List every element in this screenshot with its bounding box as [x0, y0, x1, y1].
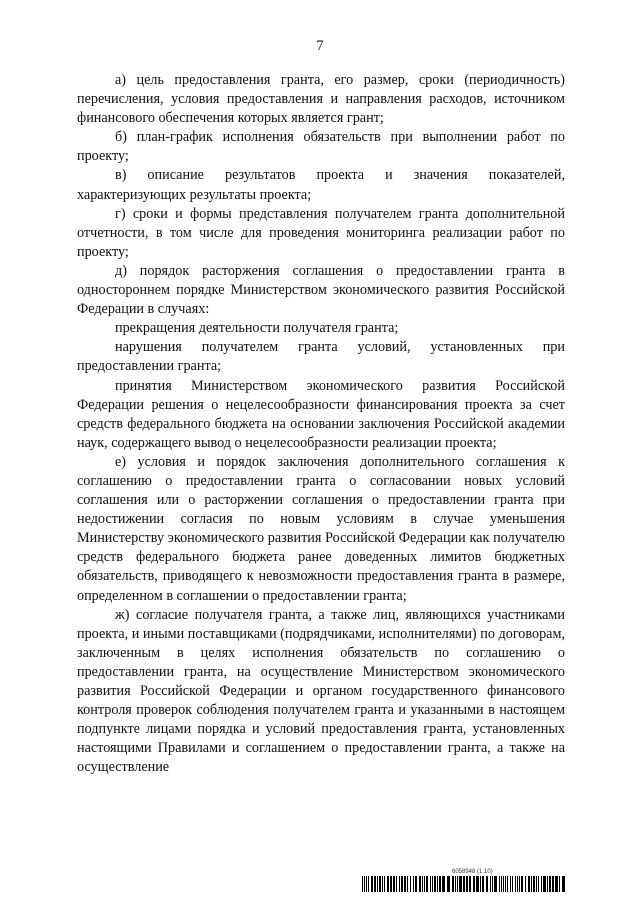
paragraph-v: в) описание результатов проекта и значения показателей, характеризующих результаты проекта;	[77, 167, 565, 203]
paragraph-zh: ж) согласие получателя гранта, а также лиц, являющихся участниками проекта, и иными поставщиками (подрядчиками, исполнителями) по договорам, заключенным в целях исполнения обязательств по соглашению о предоставлении гранта, на осуществление Министерством экономического развития Российской Федерации и органом государственного финансового контроля проверок соблюдения получателем гранта и указанными в настоящем подпункте лицами порядка и условий предоставления гранта, установленных настоящими Правилами и соглашением о предоставлении гранта, а также на осуществление	[77, 606, 565, 776]
paragraph-d-case-1: прекращения деятельности получателя гранта;	[115, 320, 399, 337]
paragraph-g: г) сроки и формы представления получателем гранта дополнительной отчетности, в том числе для проведения мониторинга реализации работ по проекту;	[77, 205, 565, 260]
paragraph-d-case-3: принятия Министерством экономического развития Российской Федерации решения о нецелесообразности финансирования проекта за счет средств федерального бюджета на основании заключения Российской академии наук, содержащего вывод о нецелесообразности реализации проекта;	[77, 377, 565, 451]
paragraph-a: а) цель предоставления гранта, его размер, сроки (периодичность) перечисления, условия предоставления и направления расходов, источником финансового обеспечения которых является грант;	[77, 72, 565, 127]
document-code: 6058948 (1.10)	[452, 869, 493, 875]
paragraph-d: д) порядок расторжения соглашения о предоставлении гранта в одностороннем порядке Министерством экономического развития Российской Федерации в случаях:	[77, 262, 565, 318]
document-body	[77, 71, 565, 777]
page-number: 7	[316, 38, 324, 54]
paragraph-d-case-2: нарушения получателем гранта условий, установленных при предоставлении гранта;	[77, 339, 565, 375]
paragraph-e: е) условия и порядок заключения дополнительного соглашения к соглашению о предоставлении гранта о согласовании новых условий соглашения или о расторжении соглашения о предоставлении гранта при недостижении согласия по новым условиям в случае уменьшения Министерству экономического развития Российской Федерации как получателю средств федерального бюджета ранее доведенных лимитов бюджетных обязательств, приводящего к невозможности предоставления гранта в размере, определенном в соглашении о предоставлении гранта;	[77, 453, 565, 604]
paragraph-b: б) план-график исполнения обязательств при выполнении работ по проекту;	[77, 129, 565, 165]
barcode	[362, 876, 566, 892]
